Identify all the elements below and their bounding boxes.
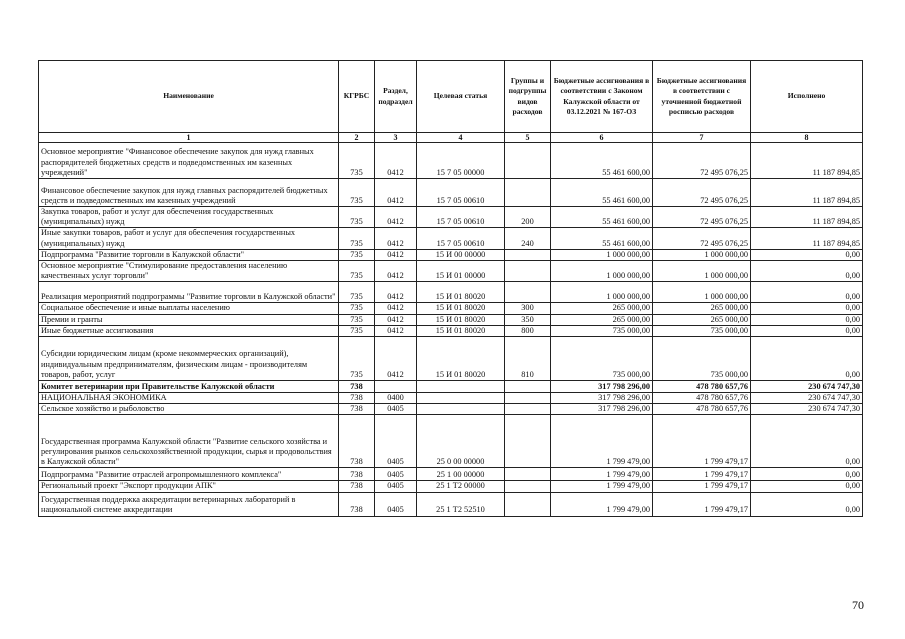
column-number-refined: 7 <box>653 133 751 143</box>
column-number-group: 5 <box>505 133 551 143</box>
cell-target: 15 И 01 00000 <box>417 261 505 282</box>
column-number-law: 6 <box>551 133 653 143</box>
table-row <box>39 415 863 468</box>
cell-name: Социальное обеспечение и иные выплаты населению <box>39 303 339 314</box>
cell-group: 350 <box>505 314 551 325</box>
cell-law: 55 461 600,00 <box>551 143 653 179</box>
cell-name: Реализация мероприятий подпрограммы "Развитие торговли в Калужской области" <box>39 282 339 303</box>
cell-name: Иные бюджетные ассигнования <box>39 325 339 336</box>
cell-law: 317 798 296,00 <box>551 381 653 393</box>
cell-done: 230 674 747,30 <box>751 404 863 415</box>
cell-name: НАЦИОНАЛЬНАЯ ЭКОНОМИКА <box>39 393 339 404</box>
cell-refined: 72 495 076,25 <box>653 228 751 249</box>
cell-target: 15 И 01 80020 <box>417 303 505 314</box>
cell-law: 1 000 000,00 <box>551 249 653 260</box>
cell-group <box>505 492 551 516</box>
cell-refined: 735 000,00 <box>653 337 751 381</box>
cell-done: 0,00 <box>751 325 863 336</box>
cell-group <box>505 179 551 207</box>
cell-section: 0412 <box>375 228 417 249</box>
cell-name: Государственная поддержка аккредитации ветеринарных лабораторий в национальной системе аккредитации <box>39 492 339 516</box>
cell-target <box>417 393 505 404</box>
cell-section: 0400 <box>375 393 417 404</box>
cell-section: 0412 <box>375 143 417 179</box>
cell-section <box>375 381 417 393</box>
cell-refined: 1 799 479,17 <box>653 492 751 516</box>
table-row <box>39 468 863 481</box>
cell-law: 55 461 600,00 <box>551 228 653 249</box>
cell-refined: 72 495 076,25 <box>653 179 751 207</box>
cell-name: Комитет ветеринарии при Правительстве Калужской области <box>39 381 339 393</box>
cell-kgrbs: 735 <box>339 282 375 303</box>
table-row <box>39 481 863 492</box>
table-row <box>39 282 863 303</box>
column-header-law: Бюджетные ассигнования в соответствии с Законом Калужской области от 03.12.2021 № 167-ОЗ <box>551 61 653 133</box>
cell-group <box>505 481 551 492</box>
cell-group <box>505 393 551 404</box>
cell-refined: 478 780 657,76 <box>653 381 751 393</box>
cell-name: Субсидии юридическим лицам (кроме некоммерческих организаций), индивидуальным предпринимателям, физическим лицам - производителям товаров, работ, услуг <box>39 337 339 381</box>
cell-target: 15 И 01 80020 <box>417 337 505 381</box>
table-row <box>39 228 863 249</box>
cell-kgrbs: 738 <box>339 481 375 492</box>
column-header-name: Наименование <box>39 61 339 133</box>
cell-refined: 72 495 076,25 <box>653 207 751 228</box>
table-row <box>39 261 863 282</box>
column-header-done: Исполнено <box>751 61 863 133</box>
cell-refined: 1 799 479,17 <box>653 481 751 492</box>
table-row <box>39 404 863 415</box>
cell-section: 0405 <box>375 404 417 415</box>
cell-target: 15 7 05 00610 <box>417 179 505 207</box>
cell-section: 0412 <box>375 325 417 336</box>
cell-done: 0,00 <box>751 282 863 303</box>
cell-kgrbs: 735 <box>339 325 375 336</box>
cell-name: Основное мероприятие "Финансовое обеспечение закупок для нужд главных распорядителей бюджетных средств и подведомственных им казенных учреждений" <box>39 143 339 179</box>
cell-refined: 1 799 479,17 <box>653 468 751 481</box>
page-number: 70 <box>852 598 864 612</box>
table-row <box>39 179 863 207</box>
cell-section: 0412 <box>375 261 417 282</box>
table-row <box>39 325 863 336</box>
cell-done: 11 187 894,85 <box>751 143 863 179</box>
table-row <box>39 303 863 314</box>
cell-refined: 1 000 000,00 <box>653 249 751 260</box>
table-header-row <box>39 61 863 133</box>
cell-kgrbs: 738 <box>339 492 375 516</box>
cell-group: 200 <box>505 207 551 228</box>
cell-law: 1 799 479,00 <box>551 492 653 516</box>
cell-group <box>505 249 551 260</box>
cell-section: 0412 <box>375 303 417 314</box>
cell-done: 0,00 <box>751 468 863 481</box>
cell-group: 810 <box>505 337 551 381</box>
cell-name: Подпрограмма "Развитие отраслей агропромышленного комплекса" <box>39 468 339 481</box>
budget-table <box>38 60 863 517</box>
cell-target <box>417 404 505 415</box>
cell-group <box>505 143 551 179</box>
cell-done: 0,00 <box>751 314 863 325</box>
cell-law: 1 799 479,00 <box>551 481 653 492</box>
cell-done: 0,00 <box>751 261 863 282</box>
cell-kgrbs: 735 <box>339 207 375 228</box>
cell-name: Закупка товаров, работ и услуг для обеспечения государственных (муниципальных) нужд <box>39 207 339 228</box>
table-row <box>39 381 863 393</box>
cell-kgrbs: 738 <box>339 415 375 468</box>
cell-section: 0412 <box>375 314 417 325</box>
cell-done: 230 674 747,30 <box>751 393 863 404</box>
cell-group <box>505 261 551 282</box>
cell-refined: 478 780 657,76 <box>653 393 751 404</box>
cell-target <box>417 381 505 393</box>
cell-section: 0412 <box>375 179 417 207</box>
cell-refined: 478 780 657,76 <box>653 404 751 415</box>
table-body <box>39 143 863 517</box>
cell-kgrbs: 735 <box>339 249 375 260</box>
cell-name: Премии и гранты <box>39 314 339 325</box>
cell-law: 265 000,00 <box>551 314 653 325</box>
cell-done: 11 187 894,85 <box>751 179 863 207</box>
cell-done: 11 187 894,85 <box>751 207 863 228</box>
cell-section: 0412 <box>375 337 417 381</box>
column-number-section: 3 <box>375 133 417 143</box>
cell-law: 1 799 479,00 <box>551 415 653 468</box>
cell-law: 735 000,00 <box>551 325 653 336</box>
cell-group <box>505 468 551 481</box>
cell-law: 1 799 479,00 <box>551 468 653 481</box>
cell-target: 15 7 05 00000 <box>417 143 505 179</box>
cell-done: 0,00 <box>751 481 863 492</box>
cell-law: 55 461 600,00 <box>551 179 653 207</box>
cell-target: 15 И 01 80020 <box>417 314 505 325</box>
cell-kgrbs: 735 <box>339 261 375 282</box>
cell-name: Финансовое обеспечение закупок для нужд главных распорядителей бюджетных средств и подведомственных им казенных учреждений <box>39 179 339 207</box>
cell-target: 25 0 00 00000 <box>417 415 505 468</box>
column-number-target: 4 <box>417 133 505 143</box>
table-row <box>39 314 863 325</box>
cell-name: Подпрограмма "Развитие торговли в Калужской области" <box>39 249 339 260</box>
cell-group: 800 <box>505 325 551 336</box>
cell-group: 300 <box>505 303 551 314</box>
cell-name: Сельское хозяйство и рыболовство <box>39 404 339 415</box>
column-header-section: Раздел, подраздел <box>375 61 417 133</box>
cell-refined: 1 000 000,00 <box>653 261 751 282</box>
cell-kgrbs: 735 <box>339 314 375 325</box>
column-header-target: Целевая статья <box>417 61 505 133</box>
cell-kgrbs: 738 <box>339 393 375 404</box>
cell-done: 0,00 <box>751 249 863 260</box>
cell-target: 15 И 00 00000 <box>417 249 505 260</box>
cell-done: 0,00 <box>751 415 863 468</box>
cell-done: 11 187 894,85 <box>751 228 863 249</box>
cell-law: 265 000,00 <box>551 303 653 314</box>
cell-done: 230 674 747,30 <box>751 381 863 393</box>
cell-section: 0405 <box>375 415 417 468</box>
cell-kgrbs: 735 <box>339 337 375 381</box>
cell-name: Иные закупки товаров, работ и услуг для обеспечения государственных (муниципальных) нужд <box>39 228 339 249</box>
cell-section: 0412 <box>375 249 417 260</box>
cell-target: 15 7 05 00610 <box>417 207 505 228</box>
cell-group <box>505 381 551 393</box>
cell-refined: 1 000 000,00 <box>653 282 751 303</box>
column-header-kgrbs: КГРБС <box>339 61 375 133</box>
cell-target: 25 1 Т2 00000 <box>417 481 505 492</box>
cell-refined: 265 000,00 <box>653 303 751 314</box>
cell-refined: 1 799 479,17 <box>653 415 751 468</box>
cell-done: 0,00 <box>751 337 863 381</box>
cell-section: 0405 <box>375 492 417 516</box>
cell-law: 735 000,00 <box>551 337 653 381</box>
cell-kgrbs: 735 <box>339 143 375 179</box>
cell-target: 25 1 Т2 52510 <box>417 492 505 516</box>
cell-target: 25 1 00 00000 <box>417 468 505 481</box>
column-number-kgrbs: 2 <box>339 133 375 143</box>
cell-done: 0,00 <box>751 492 863 516</box>
table-row <box>39 249 863 260</box>
cell-name: Государственная программа Калужской области "Развитие сельского хозяйства и регулирования рынков сельскохозяйственной продукции, сырья и продовольствия в Калужской области" <box>39 415 339 468</box>
table-row <box>39 393 863 404</box>
table-column-numbers-row <box>39 133 863 143</box>
cell-kgrbs: 738 <box>339 468 375 481</box>
cell-name: Региональный проект "Экспорт продукции АПК" <box>39 481 339 492</box>
cell-kgrbs: 735 <box>339 179 375 207</box>
cell-kgrbs: 738 <box>339 381 375 393</box>
cell-section: 0412 <box>375 282 417 303</box>
cell-target: 15 7 05 00610 <box>417 228 505 249</box>
cell-law: 317 798 296,00 <box>551 393 653 404</box>
table-row <box>39 337 863 381</box>
cell-section: 0405 <box>375 481 417 492</box>
cell-kgrbs: 738 <box>339 404 375 415</box>
cell-section: 0412 <box>375 207 417 228</box>
cell-target: 15 И 01 80020 <box>417 282 505 303</box>
cell-section: 0405 <box>375 468 417 481</box>
cell-refined: 265 000,00 <box>653 314 751 325</box>
cell-law: 1 000 000,00 <box>551 261 653 282</box>
table-row <box>39 492 863 516</box>
cell-group: 240 <box>505 228 551 249</box>
column-number-name: 1 <box>39 133 339 143</box>
cell-law: 1 000 000,00 <box>551 282 653 303</box>
cell-done: 0,00 <box>751 303 863 314</box>
table-row <box>39 207 863 228</box>
cell-law: 55 461 600,00 <box>551 207 653 228</box>
column-header-refined: Бюджетные ассигнования в соответствии с уточненной бюджетной росписью расходов <box>653 61 751 133</box>
table-row <box>39 143 863 179</box>
column-number-done: 8 <box>751 133 863 143</box>
cell-group <box>505 282 551 303</box>
cell-group <box>505 415 551 468</box>
cell-kgrbs: 735 <box>339 303 375 314</box>
cell-refined: 735 000,00 <box>653 325 751 336</box>
column-header-group: Группы и подгруппы видов расходов <box>505 61 551 133</box>
cell-target: 15 И 01 80020 <box>417 325 505 336</box>
cell-name: Основное мероприятие "Стимулирование предоставления населению качественных услуг торговли" <box>39 261 339 282</box>
cell-kgrbs: 735 <box>339 228 375 249</box>
cell-refined: 72 495 076,25 <box>653 143 751 179</box>
cell-group <box>505 404 551 415</box>
cell-law: 317 798 296,00 <box>551 404 653 415</box>
